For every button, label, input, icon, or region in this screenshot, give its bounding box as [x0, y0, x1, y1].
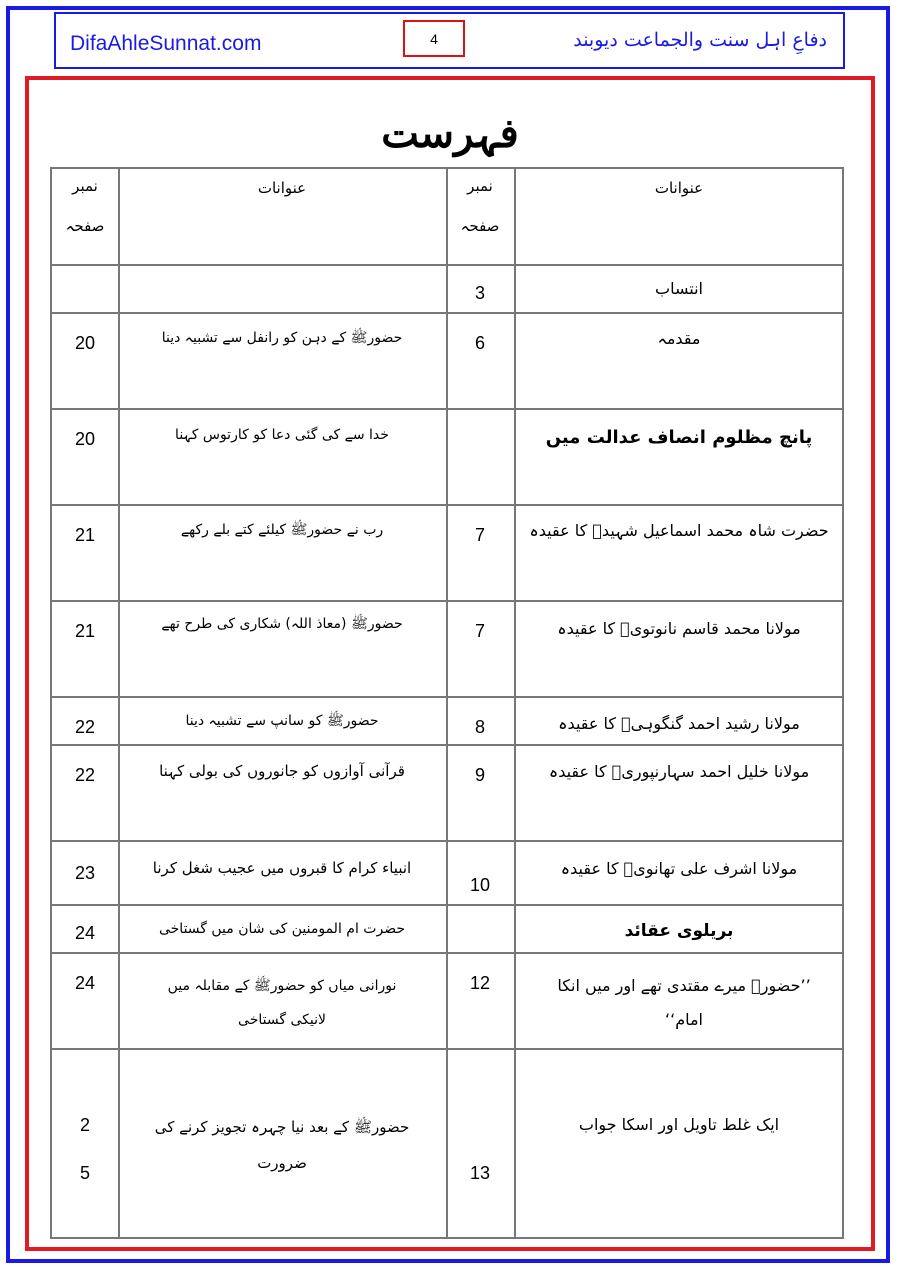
table-row-left-page: 21 — [74, 621, 96, 641]
table-row-right-page: 6 — [474, 333, 485, 353]
table-row-right-topic: پانچ مظلوم انصاف عدالت میں — [545, 427, 813, 448]
table-row-right-topic: مولانا اشرف علی تھانویؒ کا عقیدہ — [560, 859, 798, 878]
table-row-left-topic: حضورﷺ (معاذ اللہ) شکاری کی طرح تھے — [161, 616, 403, 632]
table-row-right-topic: حضرت شاہ محمد اسماعیل شہیدؒ کا عقیدہ — [529, 521, 829, 540]
table-row-right-page: 12 — [469, 973, 491, 993]
table-row-left-page: 2 — [79, 1115, 90, 1135]
header-page-word: صفحہ — [460, 217, 500, 235]
table-row-right-page: 8 — [474, 717, 485, 737]
table-row-right-page: 7 — [474, 621, 485, 641]
table-row-left-topic: حضرت ام المومنین کی شان میں گستاخی — [158, 921, 405, 937]
page-header — [54, 12, 845, 69]
table-row-right-topic: ’’حضورؐ میرے مقتدی تھے اور میں انکا امام‘‘ — [557, 976, 811, 1029]
table-row-left-page: 23 — [74, 863, 96, 883]
table-row-left-topic: خدا سے کی گئی دعا کو کارتوس کہنا — [175, 427, 389, 443]
table-row-left-topic: حضورﷺ کے بعد نیا چہرہ تجویز کرنے کی ضرورت — [154, 1118, 410, 1172]
table-row-left-page: 22 — [74, 717, 96, 737]
page-title: فہرست — [381, 110, 519, 157]
table-row-right-topic: مقدمہ — [657, 329, 701, 348]
site-name: DifaAhleSunnat.com — [70, 32, 262, 55]
table-row-right-page: 13 — [469, 1163, 491, 1183]
table-row-left-topic: رب نے حضورﷺ کیلئے کتے بلے رکھے — [180, 522, 384, 538]
table-row-right-topic: بریلوی عقائد — [624, 921, 734, 941]
header-title: دفاعِ اہل سنت والجماعت دیوبند — [573, 29, 827, 51]
table-row-left-page: 20 — [74, 429, 96, 449]
table-row-left-topic: حضورﷺ کو سانپ سے تشبیہ دینا — [185, 713, 379, 729]
header-page-word: صفحہ — [65, 217, 105, 235]
header-topic-left: عنوانات — [257, 179, 307, 197]
table-row-left-topic: حضورﷺ کے دہن کو رانفل سے تشبیہ دینا — [161, 330, 403, 346]
table-row-right-page: 9 — [474, 765, 485, 785]
table-row-left-topic: نورانی میاں کو حضورﷺ کے مقابلہ میں لانیکی گستاخی — [167, 978, 397, 1028]
table-row-left-topic: قرآنی آوازوں کو جانوروں کی بولی کہنا — [159, 762, 405, 780]
table-row-right-topic: انتساب — [655, 279, 703, 298]
header-page-no: نمبر — [467, 177, 493, 195]
table-row-left-page: 21 — [74, 525, 96, 545]
table-row-right-page: 3 — [474, 283, 485, 303]
table-row-right-topic: مولانا خلیل احمد سہارنپوریؒ کا عقیدہ — [548, 762, 810, 781]
table-row-right-topic: مولانا محمد قاسم نانوتویؒ کا عقیدہ — [557, 619, 801, 638]
page-number: 4 — [403, 20, 465, 57]
table-row-right-page: 7 — [474, 525, 485, 545]
table-row-left-page: 20 — [74, 333, 96, 353]
table-row-left-page: 24 — [74, 923, 96, 943]
table-row-left-page: 22 — [74, 765, 96, 785]
table-row-left-page: 5 — [79, 1163, 90, 1183]
table-row-right-topic: مولانا رشید احمد گنگوہیؒ کا عقیدہ — [558, 714, 800, 733]
index-table — [50, 167, 844, 1239]
table-row-left-page: 24 — [74, 973, 96, 993]
header-topic-right: عنوانات — [654, 179, 704, 197]
table-row-right-page: 10 — [469, 875, 491, 895]
header-page-no: نمبر — [72, 177, 98, 195]
table-row-right-topic: ایک غلط تاویل اور اسکا جواب — [578, 1115, 780, 1134]
table-row-left-topic: انبیاء کرام کا قبروں میں عجیب شغل کرنا — [152, 859, 412, 877]
